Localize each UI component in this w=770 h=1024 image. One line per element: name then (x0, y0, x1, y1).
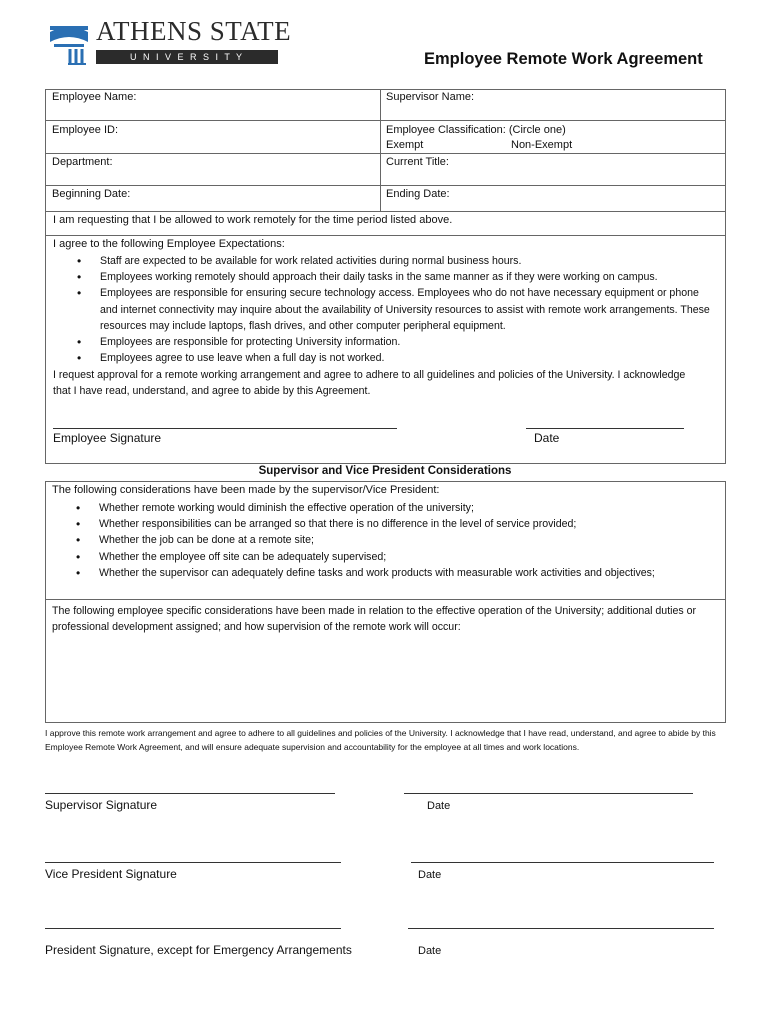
logo-subline (96, 50, 278, 64)
considerations-intro: The following considerations have been made by the supervisor/Vice President: (52, 484, 440, 496)
list-item: • Employees working remotely should approach their daily tasks in the same manner as if they were working on campus. (53, 269, 715, 285)
supervisor-date-label: Date (427, 800, 451, 812)
table-divider (380, 153, 726, 154)
approval-text: I approve this remote work arrangement and agree to adhere to all guidelines and policies of the University. I acknowledge that I have read, understand, and agree to abide by this Employee Remote Work Agreement, and will ensure adequate supervision and accountability for the employee at all times and work locations. (45, 728, 716, 752)
supervisor-name-label[interactable]: Supervisor Name: (386, 91, 475, 103)
supervisor-signature-line[interactable] (45, 793, 335, 794)
table-divider (380, 89, 381, 212)
table-divider (45, 153, 381, 154)
table-divider (45, 185, 726, 186)
logo-sub-text: U N I V E R S I T Y (129, 52, 245, 62)
list-item: • Employees are responsible for ensuring secure technology access. Employees who do not have necessary equipment or phone and internet connectivity may inquire about the availability of University resources to assist with remote work arrangements. These resources may include laptops, flash drives, and other computer peripheral equipment. (53, 285, 715, 334)
logo-name: ATHENS STATE (96, 16, 292, 46)
list-item: • Staff are expected to be available for work related activities during normal business hours. (53, 253, 715, 269)
university-logo (46, 16, 292, 68)
classification-label: Employee Classification: (Circle one) (386, 124, 566, 136)
list-item: • Whether responsibilities can be arranged so that there is no difference in the level of service provided; (52, 516, 720, 532)
non-exempt-option[interactable]: Non-Exempt (511, 139, 573, 151)
employee-date-label: Date (534, 431, 560, 445)
list-item: • Employees agree to use leave when a full day is not worked. (53, 350, 715, 366)
vp-signature-line[interactable] (45, 862, 341, 863)
exempt-option[interactable]: Exempt (386, 139, 424, 151)
request-text: I am requesting that I be allowed to work remotely for the time period listed above. (53, 214, 453, 226)
supervisor-signature-label: Supervisor Signature (45, 798, 158, 812)
vp-date-line[interactable] (411, 862, 714, 863)
expectations-closing: I request approval for a remote working arrangement and agree to adhere to all guidelines and policies of the University. I acknowledge that I have read, understand, and agree to abide by this Agreement. (53, 369, 686, 398)
beginning-date-label[interactable]: Beginning Date: (52, 188, 131, 200)
employee-date-line[interactable] (526, 428, 684, 429)
list-item: • Whether the employee off site can be adequately supervised; (52, 549, 720, 565)
president-date-line[interactable] (408, 928, 714, 929)
employee-id-label[interactable]: Employee ID: (52, 124, 119, 136)
vp-signature-label: Vice President Signature (45, 867, 177, 881)
vp-date-label: Date (418, 869, 442, 881)
president-signature-line[interactable] (45, 928, 341, 929)
list-item: • Whether the supervisor can adequately define tasks and work products with measurable work activities and objectives; (52, 565, 720, 581)
president-date-label: Date (418, 945, 442, 957)
list-item: • Whether remote working would diminish the effective operation of the university; (52, 500, 720, 516)
expectations-intro: I agree to the following Employee Expectations: (53, 238, 285, 250)
table-divider (45, 120, 726, 121)
expectations-list (53, 253, 715, 366)
employee-signature-line[interactable] (53, 428, 397, 429)
supervisor-date-line[interactable] (404, 793, 693, 794)
current-title-label[interactable]: Current Title: (386, 156, 449, 168)
employee-name-label[interactable]: Employee Name: (52, 91, 137, 103)
department-label[interactable]: Department: (52, 156, 113, 168)
list-item: • Employees are responsible for protecting University information. (53, 334, 715, 350)
supervisor-section-heading: Supervisor and Vice President Considerations (258, 465, 512, 477)
employee-signature-label: Employee Signature (53, 431, 162, 445)
ending-date-label[interactable]: Ending Date: (386, 188, 450, 200)
specific-considerations-text: The following employee specific considerations have been made in relation to the effective operation of the University; additional duties or professional development assigned; and how supervision of the remote work will occur: (52, 605, 697, 634)
president-signature-label: President Signature, except for Emergency Arrangements (45, 943, 352, 957)
logo-emblem-icon (46, 18, 92, 66)
page-title: Employee Remote Work Agreement (424, 50, 703, 68)
considerations-list (52, 500, 720, 581)
list-item: • Whether the job can be done at a remote site; (52, 532, 720, 548)
